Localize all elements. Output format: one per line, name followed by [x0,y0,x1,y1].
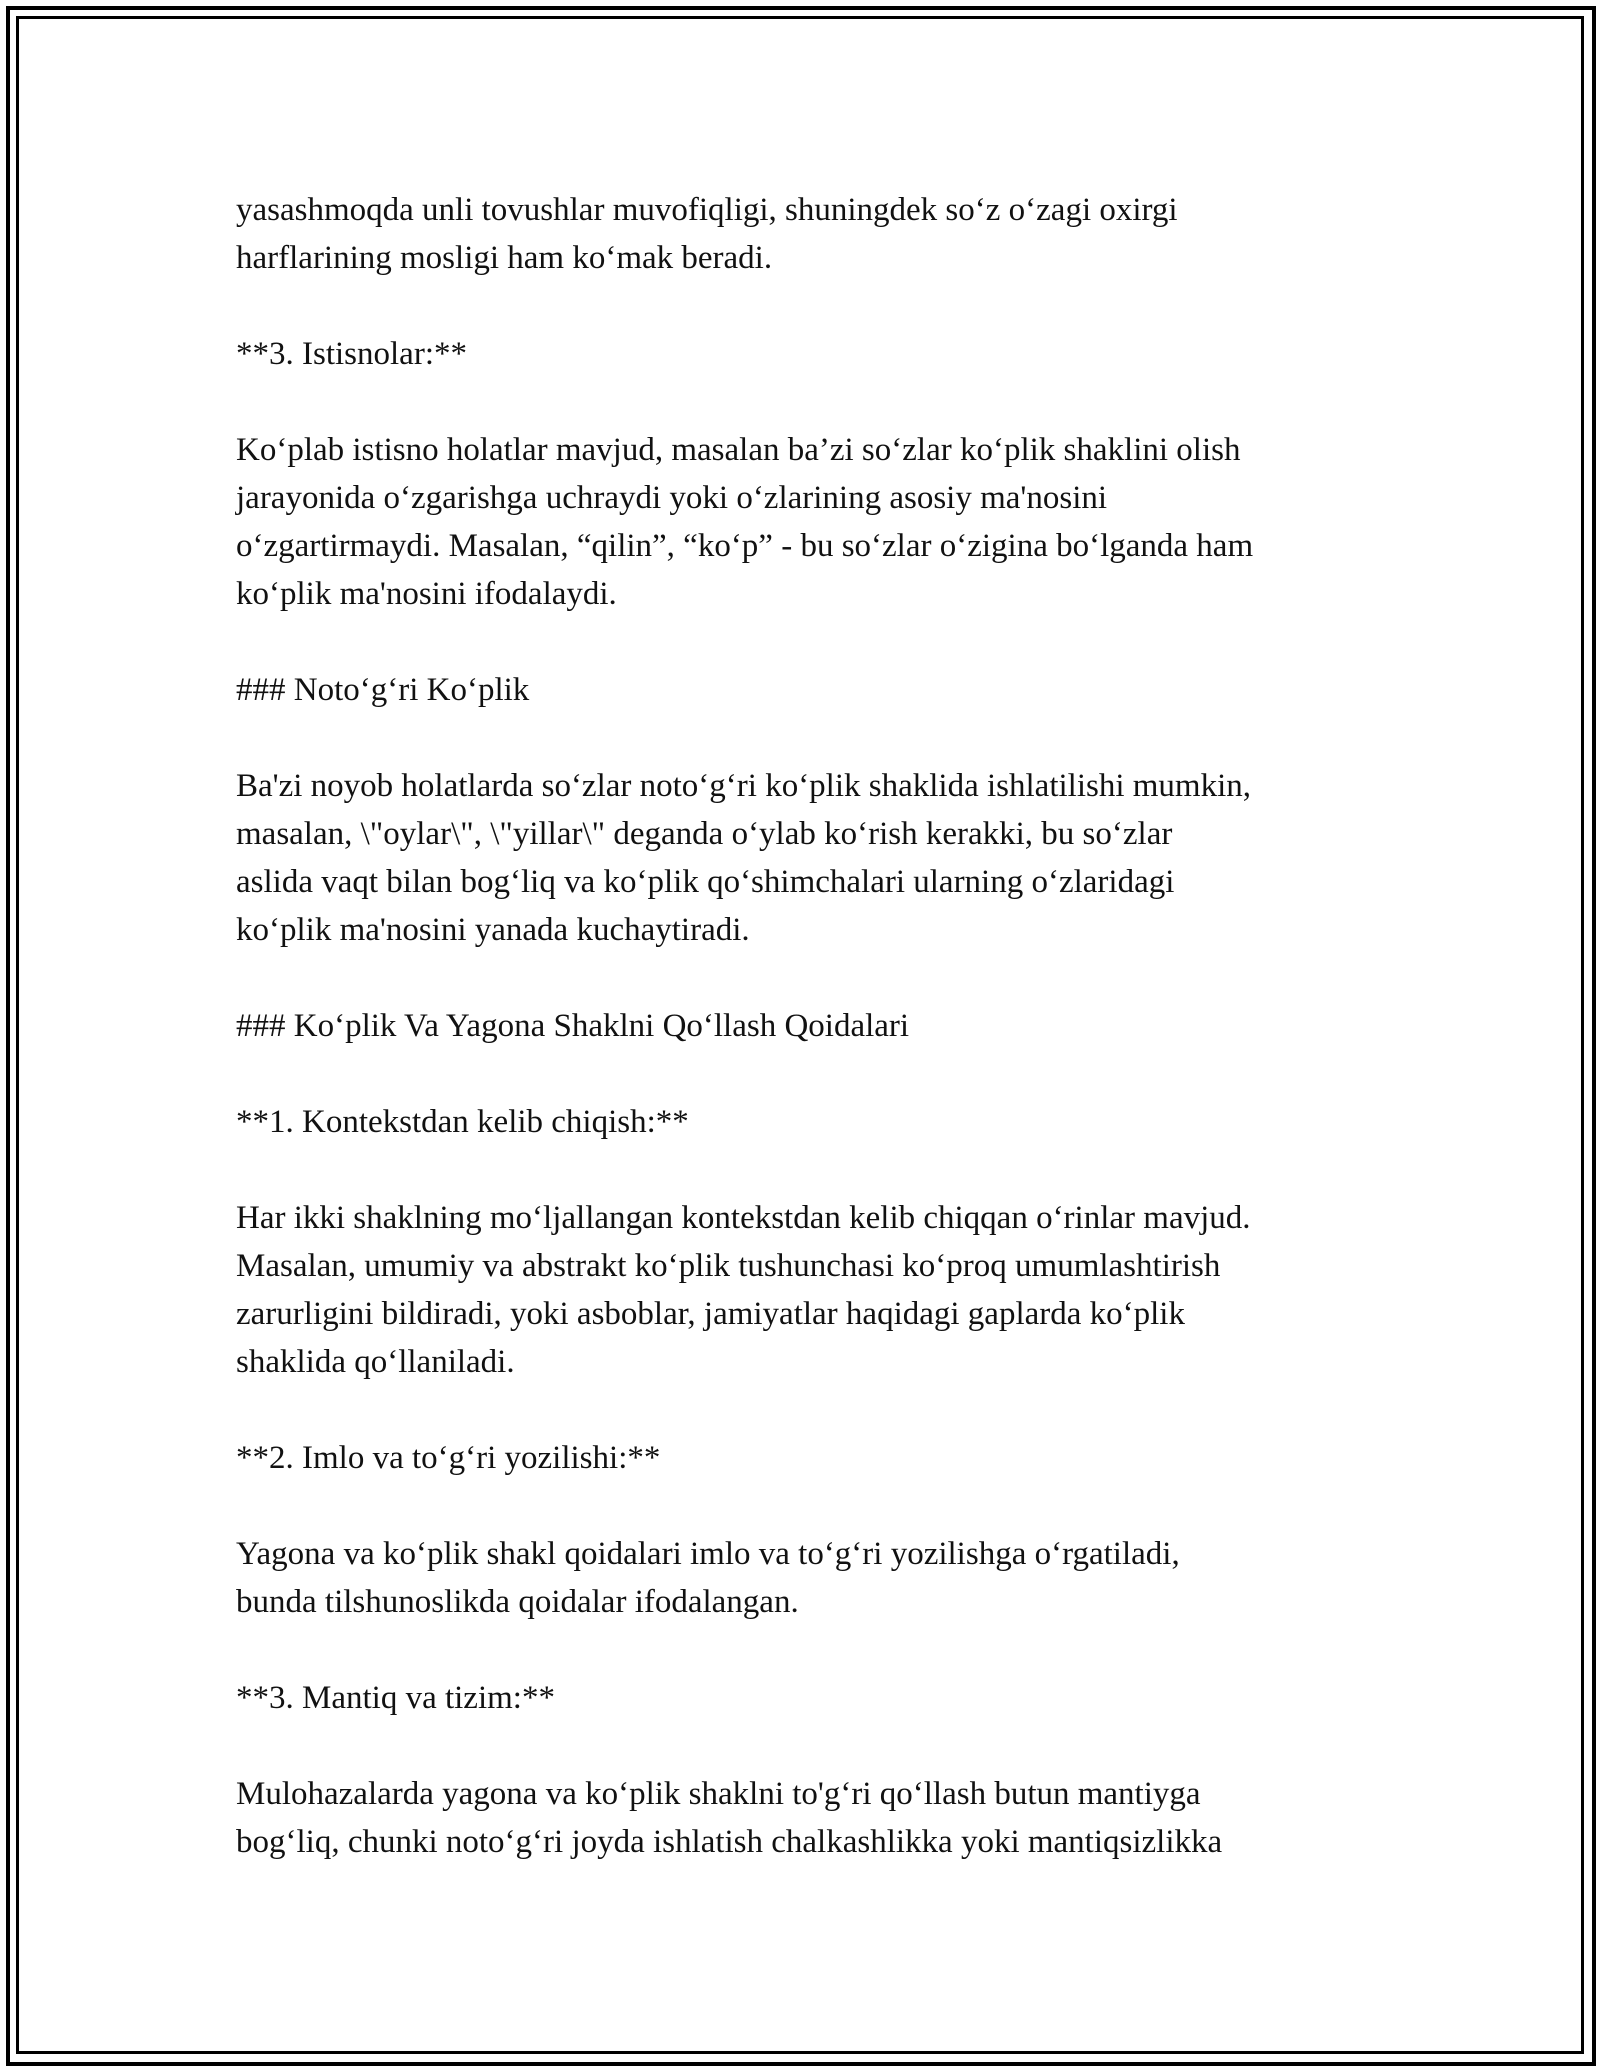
paragraph-vowel-harmony: yasashmoqda unli tovushlar muvofiqligi, shuningdek so‘z o‘zagi oxirgi harflarining mosligi ham ko‘mak beradi. [236,192,1178,276]
paragraph-context: Har ikki shaklning mo‘ljallangan kontekstdan kelib chiqqan o‘rinlar mavjud. Masalan, umumiy va abstrakt ko‘plik tushunchasi ko‘proq umumlashtirish zarurligini bildiradi, yoki asboblar, jamiyatlar haqidagi gaplarda ko‘plik shaklida qo‘llaniladi. [236,1200,1251,1380]
heading-logic-system: **3. Mantiq va tizim:** [236,1680,555,1716]
heading-incorrect-plural: ### Noto‘g‘ri Ko‘plik [236,672,530,708]
heading-spelling: **2. Imlo va to‘g‘ri yozilishi:** [236,1440,661,1476]
heading-exceptions: **3. Istisnolar:** [236,336,467,372]
paragraph-exceptions: Ko‘plab istisno holatlar mavjud, masalan ba’zi so‘zlar ko‘plik shaklini olish jarayonida o‘zgarishga uchraydi yoki o‘zlarining asosiy ma'nosini o‘zgartirmaydi. Masalan, “qilin”, “ko‘p” - bu so‘zlar o‘zigina bo‘lganda ham ko‘plik ma'nosini ifodalaydi. [236,432,1254,612]
paragraph-spelling: Yagona va ko‘plik shakl qoidalari imlo va to‘g‘ri yozilishga o‘rgatiladi, bunda tilshunoslikda qoidalar ifodalangan. [236,1536,1180,1620]
paragraph-logic-system: Mulohazalarda yagona va ko‘plik shaklni to'g‘ri qo‘llash butun mantiyga bog‘liq, chunki noto‘g‘ri joyda ishlatish chalkashlikka yoki mantiqsizlikka [236,1776,1223,1860]
heading-context: **1. Kontekstdan kelib chiqish:** [236,1104,689,1140]
heading-usage-rules: ### Ko‘plik Va Yagona Shaklni Qo‘llash Qoidalari [236,1008,910,1044]
paragraph-incorrect-plural: Ba'zi noyob holatlarda so‘zlar noto‘g‘ri ko‘plik shaklida ishlatilishi mumkin, masalan, \"oylar\", \"yillar\" deganda o‘ylab ko‘rish kerakki, bu so‘zlar aslida vaqt bilan bog‘liq va ko‘plik qo‘shimchalari ularning o‘zlaridagi ko‘plik ma'nosini yanada kuchaytiradi. [236,768,1252,948]
document-body [236,186,1386,1914]
